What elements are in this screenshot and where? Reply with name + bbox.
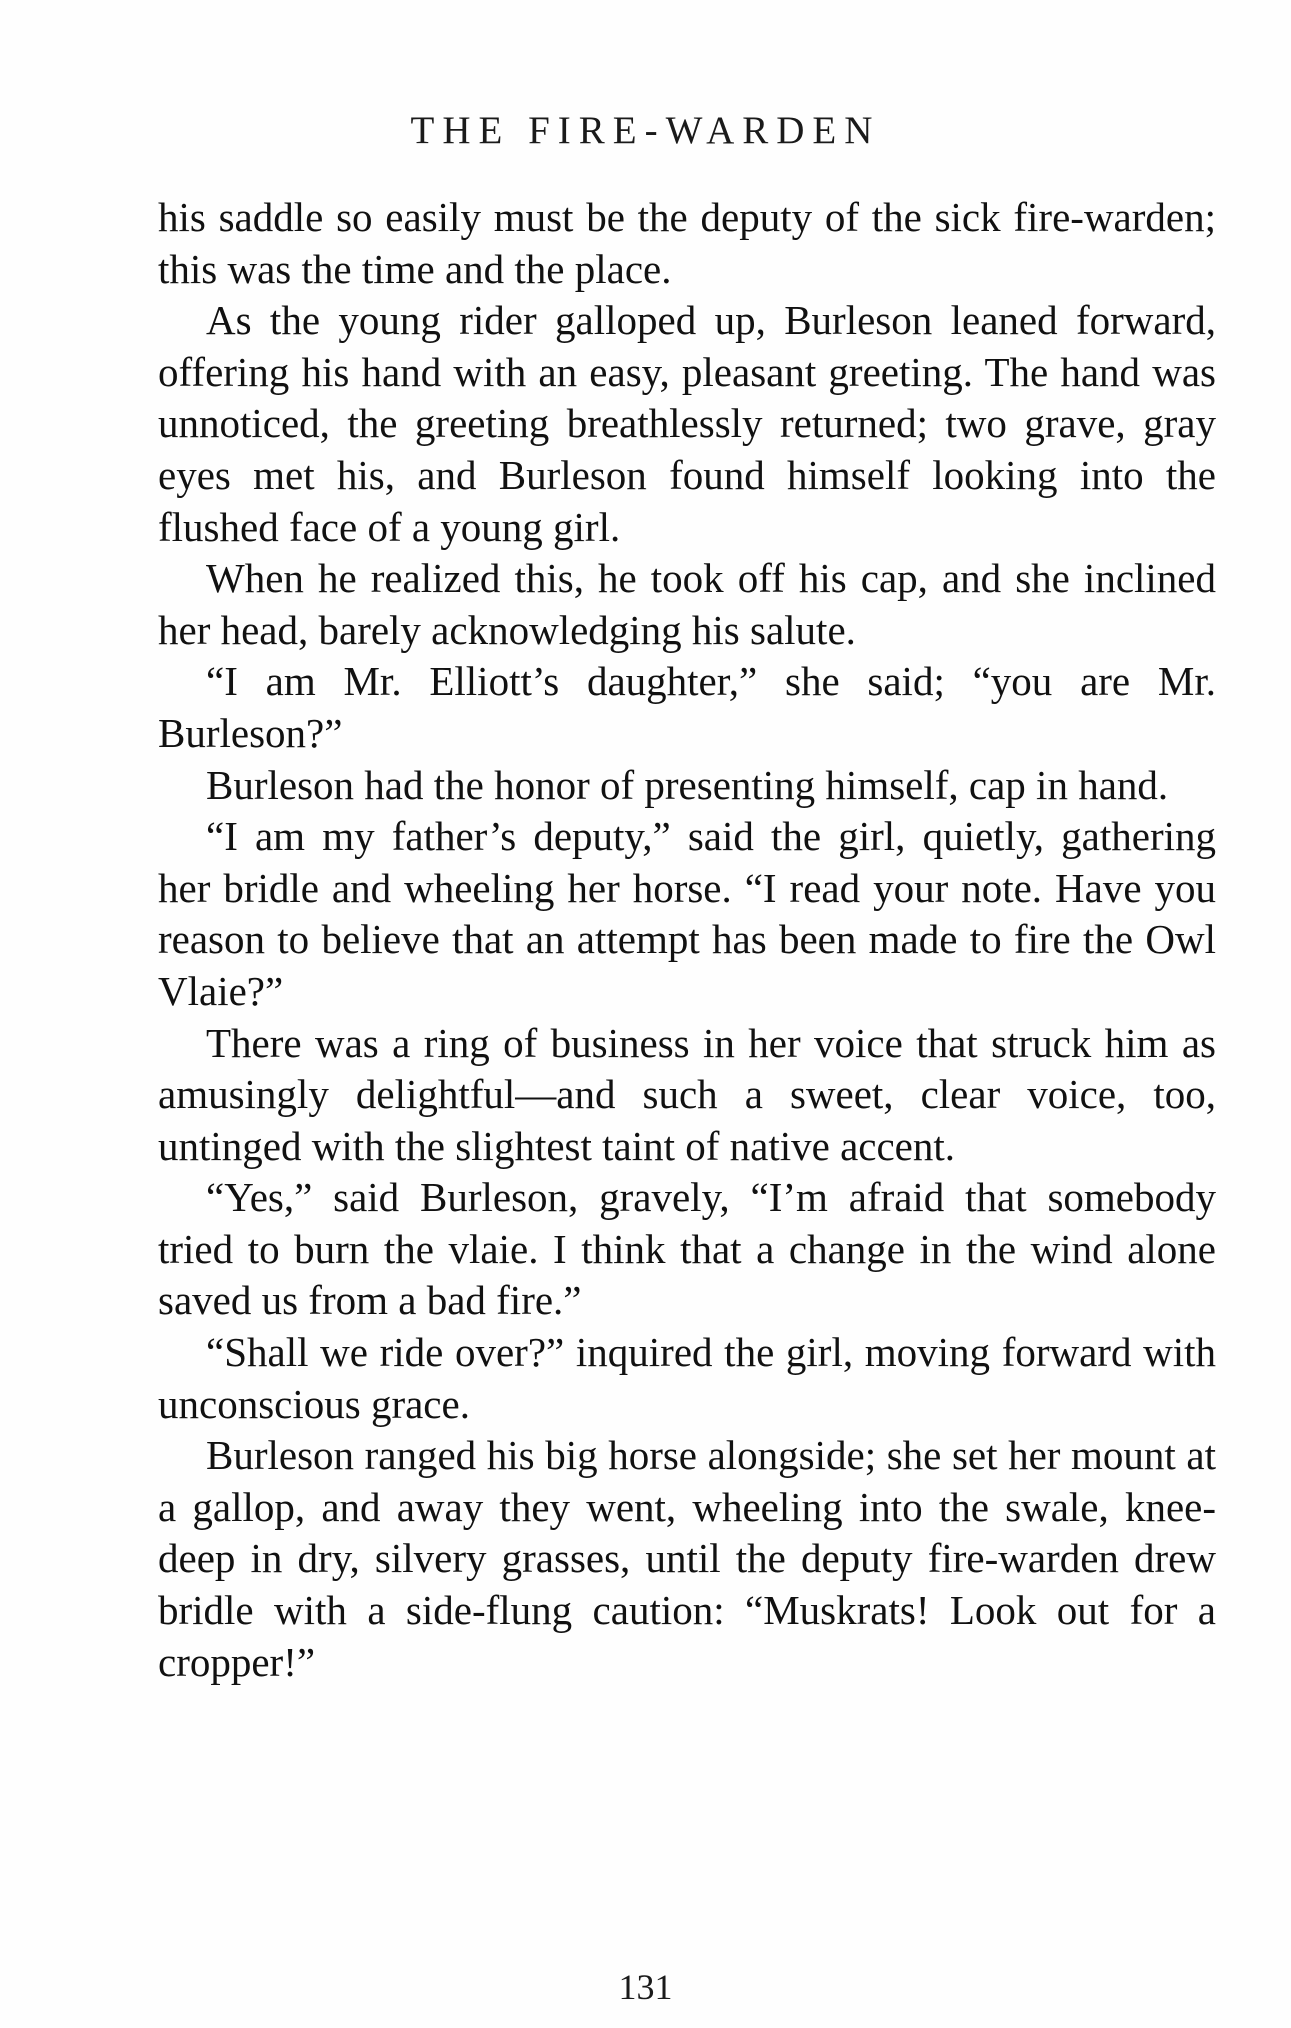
paragraph: “I am my father’s deputy,” said the girl, quietly, gathering her bridle and wheeling her horse. “I read your note. Have you reason to believe that an attempt has been made to fire the Owl Vlaie?” bbox=[158, 813, 1216, 1014]
paragraph: his saddle so easily must be the deputy of the sick fire-warden; this was the time and the place. bbox=[158, 194, 1216, 292]
body-text bbox=[158, 192, 1216, 1688]
paragraph: When he realized this, he took off his cap, and she inclined her head, barely acknowledging his salute. bbox=[158, 555, 1216, 653]
paragraph: “Shall we ride over?” inquired the girl, moving forward with unconscious grace. bbox=[158, 1329, 1216, 1427]
paragraph: “Yes,” said Burleson, gravely, “I’m afraid that somebody tried to burn the vlaie. I think that a change in the wind alone saved us from a bad fire.” bbox=[158, 1174, 1216, 1324]
paragraph: “I am Mr. Elliott’s daughter,” she said; “you are Mr. Burleson?” bbox=[158, 658, 1216, 756]
paragraph: There was a ring of business in her voice that struck him as amusingly delightful—and such a sweet, clear voice, too, untinged with the slightest taint of native accent. bbox=[158, 1019, 1216, 1169]
paragraph: Burleson had the honor of presenting himself, cap in hand. bbox=[206, 761, 1169, 808]
running-head: THE FIRE-WARDEN bbox=[410, 109, 881, 152]
page-number: 131 bbox=[618, 1967, 673, 2007]
paragraph: As the young rider galloped up, Burleson leaned forward, offering his hand with an easy, pleasant greeting. The hand was unnoticed, the greeting breathlessly returned; two grave, gray eyes met his, and Burleson found himself looking into the flushed face of a young girl. bbox=[158, 297, 1216, 550]
paragraph: Burleson ranged his big horse alongside; she set her mount at a gallop, and away they went, wheeling into the swale, knee-deep in dry, silvery grasses, until the deputy fire-warden drew bridle with a side-flung caution: “Muskrats! Look out for a cropper!” bbox=[158, 1432, 1216, 1685]
